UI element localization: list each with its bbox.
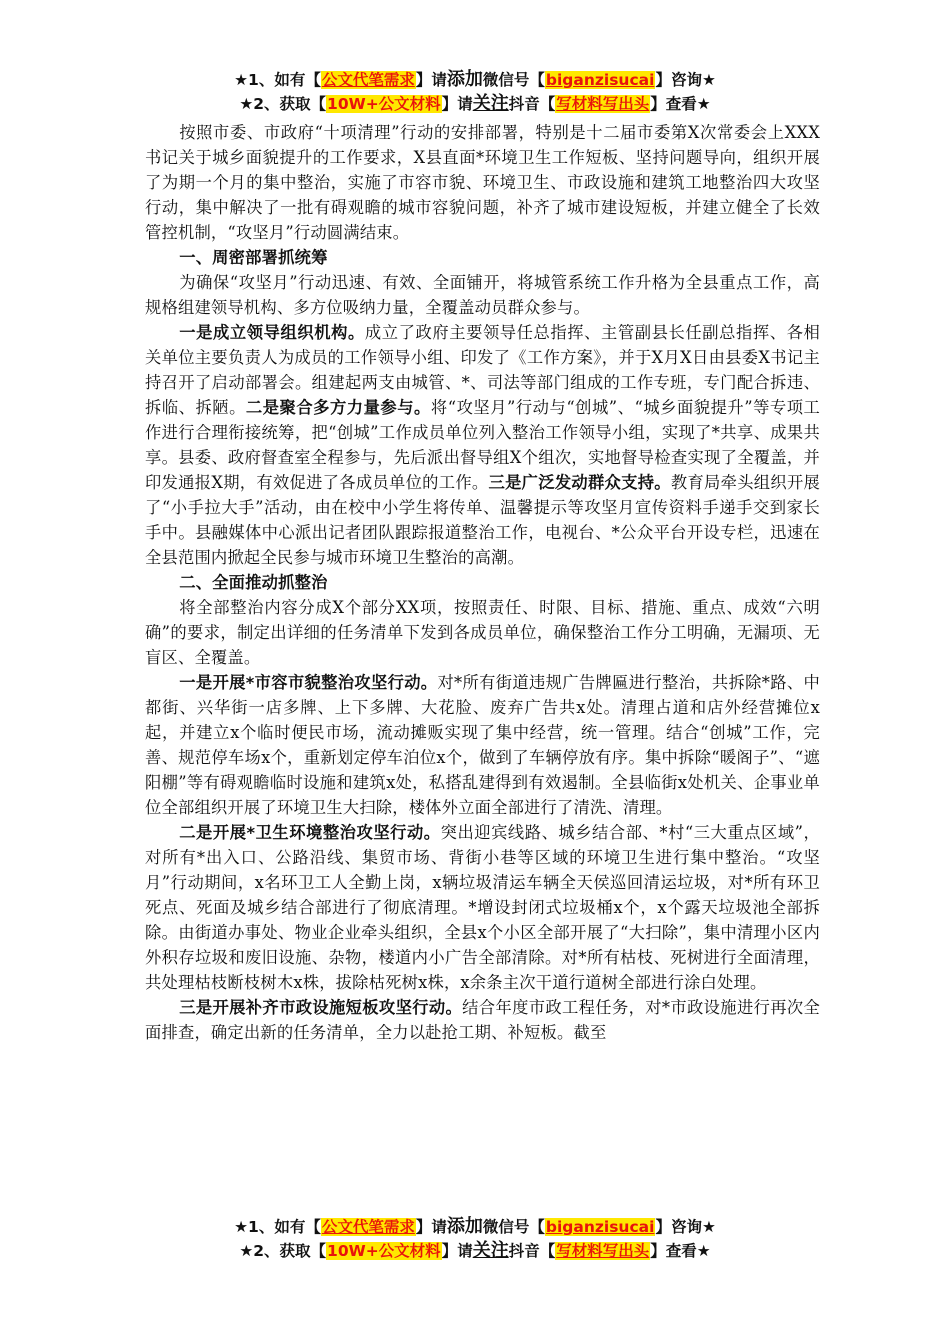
promo-line-1-bottom: ★1、如有【公文代笔需求】请添加微信号【biganzisucai】咨询★ bbox=[234, 1216, 716, 1237]
section-1-paragraph: 一是成立领导组织机构。成立了政府主要领导任总指挥、主管副县长任副总指挥、各相关单位主要负责人为成员的工作领导小组、印发了《工作方案》，并于X月X日由县委X书记主持召开了启动部署会。组建起两支由城管、*、司法等部门组成的工作专班，专门配合拆违、拆临、拆陋。二是聚合多方力量参与。将“攻坚月”行动与“创城”、“城乡面貌提升”等专项工作进行合理衔接统筹，把“创城”工作成员单位列入整治工作领导小组，实现了*共享、成果共享。县委、政府督查室全程参与，先后派出督导组X个组次，实地督导检查实现了全覆盖，并印发通报X期，有效促进了各成员单位的工作。三是广泛发动群众支持。教育局牵头组织开展了“小手拉大手”活动，由在校中小学生将传单、温馨提示等攻坚月宣传资料手递手交到家长手中。县融媒体中心派出记者团队跟踪报道整治工作，电视台、*公众平台开设专栏，迅速在全县范围内掀起全民参与城市环境卫生整治的高潮。 bbox=[145, 323, 821, 567]
section-1-lead: 为确保“攻坚月”行动迅速、有效、全面铺开，将城管系统工作升格为全县重点工作，高规格组建领导机构、多方位吸纳力量，全覆盖动员群众参与。 bbox=[145, 273, 820, 317]
promo-highlight-douyin: 写材料写出头 bbox=[556, 1242, 650, 1260]
promo-line-2: ★2、获取【10W+公文材料】请关注抖音【写材料写出头】查看★ bbox=[239, 93, 711, 114]
promo-banner-top bbox=[0, 68, 950, 116]
section-2-item-3: 三是开展补齐市政设施短板攻坚行动。结合年度市政工程任务，对*市政设施进行再次全面排查，确定出新的任务清单，全力以赴抢工期、补短板。截至 bbox=[145, 998, 820, 1042]
section-2-item-1: 一是开展*市容市貌整治攻坚行动。对*所有街道违规广告牌匾进行整治，共拆除*路、中都街、兴华街一店多牌、上下多牌、大花脸、废弃广告共x处。清理占道和店外经营摊位x起，并建立x个临时便民市场，流动摊贩实现了集中经营，统一管理。结合“创城”工作，完善、规范停车场x个，重新划定停车泊位x个，做到了车辆停放有序。集中拆除“暖阁子”、“遮阳棚”等有碍观瞻临时设施和建筑x处，私搭乱建得到有效遏制。全县临街x处机关、企事业单位全部组织开展了环境卫生大扫除，楼体外立面全部进行了清洗、清理。 bbox=[145, 673, 820, 817]
section-2-title: 二、全面推动抓整治 bbox=[179, 573, 328, 592]
promo-highlight-douyin: 写材料写出头 bbox=[556, 95, 650, 113]
promo-highlight-materials: 10W+公文材料 bbox=[327, 1242, 441, 1260]
promo-line-1: ★1、如有【公文代笔需求】请添加微信号【biganzisucai】咨询★ bbox=[234, 69, 716, 90]
promo-highlight-service: 公文代笔需求 bbox=[321, 1218, 415, 1236]
section-2-lead: 将全部整治内容分成X个部分XX项，按照责任、时限、目标、措施、重点、成效“六明确”的要求，制定出详细的任务清单下发到各成员单位，确保整治工作分工明确，无漏项、无盲区、全覆盖。 bbox=[145, 598, 820, 667]
promo-line-2-bottom: ★2、获取【10W+公文材料】请关注抖音【写材料写出头】查看★ bbox=[239, 1240, 711, 1261]
promo-highlight-wechat-id: biganzisucai bbox=[545, 1218, 655, 1236]
promo-highlight-service: 公文代笔需求 bbox=[321, 71, 415, 89]
intro-paragraph: 按照市委、市政府“十项清理”行动的安排部署，特别是十二届市委第X次常委会上XXX书记关于城乡面貌提升的工作要求，X县直面*环境卫生工作短板、坚持问题导向，组织开展了为期一个月的集中整治，实施了市容市貌、环境卫生、市政设施和建筑工地整治四大攻坚行动，集中解决了一批有碍观瞻的城市容貌问题，补齐了城市建设短板，并建立健全了长效管控机制，“攻坚月”行动圆满结束。 bbox=[145, 123, 820, 242]
section-2-item-2: 二是开展*卫生环境整治攻坚行动。突出迎宾线路、城乡结合部、*村“三大重点区域”，对所有*出入口、公路沿线、集贸市场、背街小巷等区域的环境卫生进行集中整治。“攻坚月”行动期间，x名环卫工人全勤上岗，x辆垃圾清运车辆全天侯巡回清运垃圾，对*所有环卫死点、死面及城乡结合部进行了彻底清理。*增设封闭式垃圾桶x个，x个露天垃圾池全部拆除。由街道办事处、物业企业牵头组织，全县x个小区全部开展了“大扫除”，集中清理小区内外积存垃圾和废旧设施、杂物，楼道内小广告全部清除。对*所有枯枝、死树进行全面清理，共处理枯枝断枝树木x株，拔除枯死树x株，x余条主次干道行道树全部进行涂白处理。 bbox=[145, 823, 821, 992]
section-1-title: 一、周密部署抓统筹 bbox=[179, 248, 328, 267]
promo-banner-bottom bbox=[0, 1215, 950, 1263]
promo-highlight-materials: 10W+公文材料 bbox=[327, 95, 441, 113]
article-body bbox=[145, 120, 820, 1045]
promo-highlight-wechat-id: biganzisucai bbox=[545, 71, 655, 89]
